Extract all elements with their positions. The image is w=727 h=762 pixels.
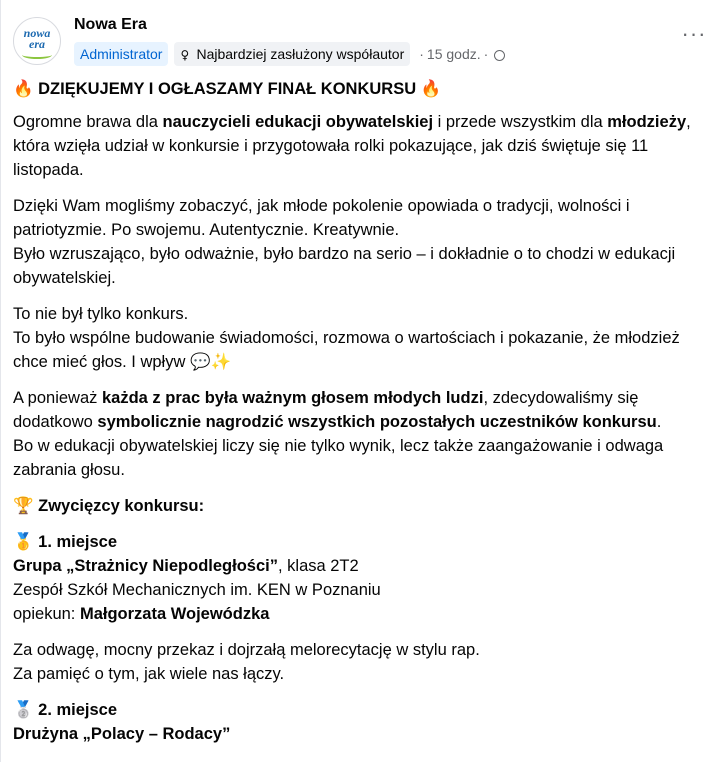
paragraph-2: Dzięki Wam mogliśmy zobaczyć, jak młode pokolenie opowiada o tradycji, wolności i patriotyzmie. Po swojemu. Autentycznie. Kreatywnie. Było wzruszająco, było odważnie, było bardzo na serio – i dokładnie o to chodzi w edukacji obywatelskiej. — [13, 197, 676, 287]
post-header — [13, 14, 718, 70]
avatar-swoosh — [22, 51, 52, 59]
page-name-link[interactable]: Nowa Era — [74, 16, 147, 33]
avatar-logo-text: nowa era — [23, 26, 51, 51]
speech-bubble-icon: 💬 — [189, 352, 211, 371]
winners-heading: 🏆 Zwycięzcy konkursu: — [13, 496, 205, 515]
admin-badge[interactable]: Administrator — [74, 42, 168, 66]
more-options-button[interactable]: ··· — [681, 21, 707, 46]
paragraph-3: To nie był tylko konkurs. To było wspólne budowanie świadomości, rozmowa o wartościach i pokazanie, że młodzież chce mieć głos. I wpływ 💬✨ — [13, 305, 680, 371]
paragraph-1: Ogromne brawa dla nauczycieli edukacji obywatelskiej i przede wszystkim dla młodzieży, która wzięła udział w konkursie i przygotowała rolki pokazujące, jak dziś świętuje się 11 listopada. — [13, 113, 691, 179]
post-meta — [74, 41, 505, 67]
top-contributor-label: Najbardziej zasłużony współautor — [196, 46, 405, 62]
meta-separator: · — [419, 46, 424, 62]
first-place-block: 🥇 1. miejsce Grupa „Strażnicy Niepodległości”, klasa 2T2 Zespół Szkół Mechanicznych im. KEN w Poznaniu opiekun: Małgorzata Wojewódzka — [13, 532, 381, 623]
fire-icon: 🔥 — [420, 79, 442, 98]
first-place-reason: Za odwagę, mocny przekaz i dojrzałą melorecytację w stylu rap. Za pamięć o tym, jak wiele nas łączy. — [13, 641, 480, 683]
sparkles-icon: ✨ — [210, 352, 232, 371]
second-place-block: 🥈 2. miejsce Drużyna „Polacy – Rodacy” — [13, 700, 231, 743]
post-content — [13, 77, 716, 758]
post-timestamp[interactable]: 15 godz. — [426, 46, 481, 62]
paragraph-4: A ponieważ każda z prac była ważnym głosem młodych ludzi, zdecydowaliśmy się dodatkowo symbolicznie nagrodzić wszystkich pozostałych uczestników konkursu. Bo w edukacji obywatelskiej liczy się nie tylko wynik, lecz także zaangażowanie i odwaga zabrania głosu. — [13, 389, 664, 479]
gold-medal-icon: 🥇 — [13, 532, 34, 551]
trophy-icon: 🏆 — [13, 496, 34, 515]
contributor-badge-icon: ♀ — [180, 48, 190, 62]
fire-icon: 🔥 — [13, 79, 34, 98]
silver-medal-icon: 🥈 — [13, 700, 34, 719]
meta-separator-2: · — [483, 46, 489, 62]
post-title: 🔥 DZIĘKUJEMY I OGŁASZAMY FINAŁ KONKURSU 🔥 — [13, 79, 442, 98]
top-contributor-badge[interactable] — [174, 42, 410, 66]
avatar[interactable] — [13, 17, 61, 65]
globe-icon[interactable] — [494, 50, 505, 61]
